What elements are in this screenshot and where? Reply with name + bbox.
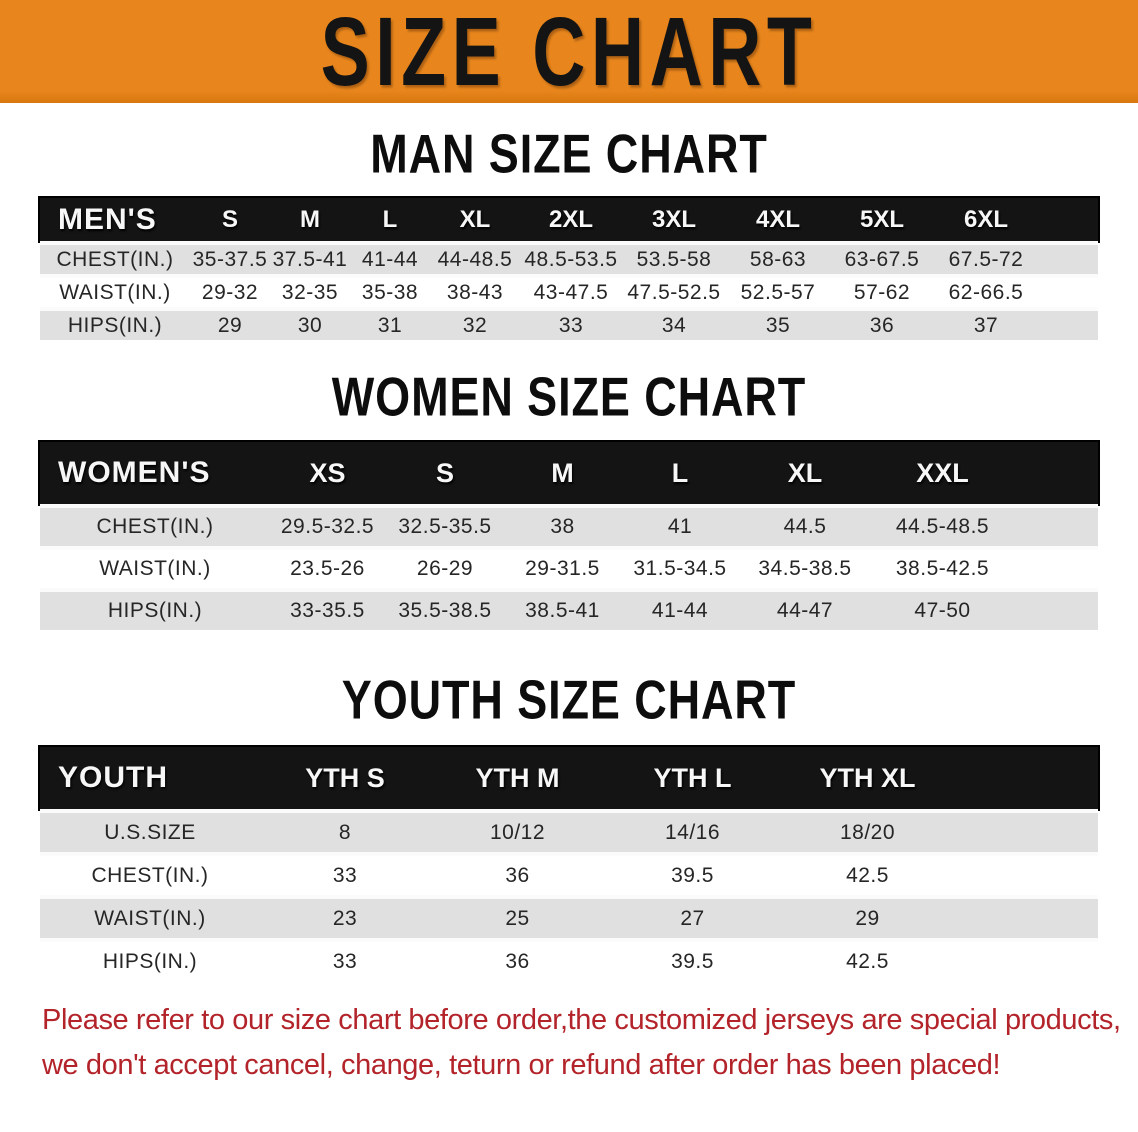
- cell-value: 34.5-38.5: [740, 546, 870, 588]
- cell-value: 32.5-35.5: [385, 504, 505, 546]
- cell-value: 44.5: [740, 504, 870, 546]
- cell-value: 37: [934, 307, 1038, 340]
- cell-value: 33-35.5: [270, 588, 385, 630]
- row-filler: [955, 938, 1098, 981]
- header-filler: [1015, 442, 1098, 504]
- cell-value: 38: [505, 504, 620, 546]
- cell-value: 39.5: [605, 938, 780, 981]
- column-header: M: [300, 205, 320, 233]
- column-header: L: [382, 205, 398, 233]
- cell-value: 38.5-41: [505, 588, 620, 630]
- men-table-group-label: MEN'S: [58, 202, 157, 236]
- cell-value: 58-63: [726, 241, 830, 274]
- row-filler: [1038, 274, 1098, 307]
- section-youth: [0, 669, 1138, 981]
- row-filler: [1015, 588, 1098, 630]
- cell-value: 44-47: [740, 588, 870, 630]
- cell-value: 38.5-42.5: [870, 546, 1015, 588]
- section-women: [0, 366, 1138, 630]
- table-row: [40, 852, 1098, 895]
- cell-value: 31: [350, 307, 430, 340]
- column-header: L: [671, 457, 689, 488]
- table-row: [40, 504, 1098, 546]
- column-header: YTH XL: [819, 762, 916, 793]
- men-section-heading: MAN SIZE CHART: [370, 123, 768, 185]
- women-table-group-label: WOMEN'S: [58, 456, 211, 489]
- cell-value: 35.5-38.5: [385, 588, 505, 630]
- column-header: 6XL: [963, 205, 1008, 233]
- cell-value: 35-37.5: [190, 241, 270, 274]
- column-header: YTH M: [475, 762, 560, 793]
- cell-value: 34: [622, 307, 726, 340]
- cell-value: 32: [430, 307, 520, 340]
- row-label: HIPS(IN.): [40, 307, 190, 340]
- column-header: XL: [787, 457, 823, 488]
- women-table-header-row: [40, 442, 1098, 504]
- row-label: HIPS(IN.): [40, 938, 260, 981]
- table-row: [40, 895, 1098, 938]
- cell-value: 33: [520, 307, 622, 340]
- cell-value: 48.5-53.5: [520, 241, 622, 274]
- size-chart-content: [0, 123, 1138, 1088]
- table-row: [40, 307, 1098, 340]
- cell-value: 29.5-32.5: [270, 504, 385, 546]
- table-row: [40, 938, 1098, 981]
- row-filler: [955, 809, 1098, 852]
- youth-table-group-label: YOUTH: [58, 761, 168, 794]
- table-row: [40, 588, 1098, 630]
- table-row: [40, 274, 1098, 307]
- row-filler: [1015, 504, 1098, 546]
- order-disclaimer: [42, 998, 1138, 1088]
- row-filler: [955, 895, 1098, 938]
- cell-value: 44-48.5: [430, 241, 520, 274]
- cell-value: 23.5-26: [270, 546, 385, 588]
- cell-value: 29-31.5: [505, 546, 620, 588]
- men-size-table: [40, 198, 1098, 340]
- row-filler: [955, 852, 1098, 895]
- cell-value: 57-62: [830, 274, 934, 307]
- column-header: XXL: [916, 457, 969, 488]
- cell-value: 29: [190, 307, 270, 340]
- size-chart-banner: [0, 0, 1138, 106]
- table-row: [40, 546, 1098, 588]
- cell-value: 42.5: [780, 938, 955, 981]
- table-row: [40, 241, 1098, 274]
- cell-value: 35: [726, 307, 830, 340]
- cell-value: 18/20: [780, 809, 955, 852]
- column-header: S: [221, 205, 238, 233]
- column-header: M: [551, 457, 574, 488]
- youth-section-heading: YOUTH SIZE CHART: [341, 669, 797, 731]
- cell-value: 8: [260, 809, 430, 852]
- cell-value: 62-66.5: [934, 274, 1038, 307]
- table-row: [40, 809, 1098, 852]
- disclaimer-line-2: we don't accept cancel, change, teturn or refund after order has been placed!: [42, 1049, 1001, 1081]
- cell-value: 36: [430, 852, 605, 895]
- cell-value: 63-67.5: [830, 241, 934, 274]
- cell-value: 33: [260, 852, 430, 895]
- cell-value: 32-35: [270, 274, 350, 307]
- column-header: 3XL: [651, 205, 696, 233]
- cell-value: 43-47.5: [520, 274, 622, 307]
- women-size-table: [40, 442, 1098, 630]
- row-label: CHEST(IN.): [40, 852, 260, 895]
- section-men: [0, 123, 1138, 340]
- women-section-heading: WOMEN SIZE CHART: [331, 366, 807, 428]
- cell-value: 25: [430, 895, 605, 938]
- cell-value: 42.5: [780, 852, 955, 895]
- youth-table-header-row: [40, 747, 1098, 809]
- cell-value: 47.5-52.5: [622, 274, 726, 307]
- cell-value: 36: [830, 307, 934, 340]
- row-label: WAIST(IN.): [40, 274, 190, 307]
- cell-value: 37.5-41: [270, 241, 350, 274]
- cell-value: 29: [780, 895, 955, 938]
- cell-value: 47-50: [870, 588, 1015, 630]
- youth-size-table: [40, 747, 1098, 981]
- row-filler: [1038, 307, 1098, 340]
- cell-value: 35-38: [350, 274, 430, 307]
- column-header: S: [435, 457, 454, 488]
- cell-value: 41-44: [620, 588, 740, 630]
- row-label: CHEST(IN.): [40, 241, 190, 274]
- cell-value: 39.5: [605, 852, 780, 895]
- column-header: YTH L: [653, 762, 732, 793]
- cell-value: 52.5-57: [726, 274, 830, 307]
- row-filler: [1015, 546, 1098, 588]
- cell-value: 26-29: [385, 546, 505, 588]
- row-label: HIPS(IN.): [40, 588, 270, 630]
- column-header: YTH S: [305, 762, 385, 793]
- men-table-header-row: [40, 198, 1098, 241]
- column-header: 2XL: [548, 205, 593, 233]
- cell-value: 41: [620, 504, 740, 546]
- cell-value: 14/16: [605, 809, 780, 852]
- cell-value: 31.5-34.5: [620, 546, 740, 588]
- header-filler: [1038, 198, 1098, 241]
- row-label: U.S.SIZE: [40, 809, 260, 852]
- row-label: WAIST(IN.): [40, 546, 270, 588]
- row-filler: [1038, 241, 1098, 274]
- row-label: CHEST(IN.): [40, 504, 270, 546]
- cell-value: 36: [430, 938, 605, 981]
- banner-title: SIZE CHART: [320, 0, 818, 106]
- cell-value: 10/12: [430, 809, 605, 852]
- cell-value: 44.5-48.5: [870, 504, 1015, 546]
- cell-value: 23: [260, 895, 430, 938]
- cell-value: 27: [605, 895, 780, 938]
- column-header: XL: [459, 205, 491, 233]
- disclaimer-line-1: Please refer to our size chart before order,the customized jerseys are special products,: [42, 1004, 1121, 1036]
- column-header: 5XL: [859, 205, 904, 233]
- cell-value: 33: [260, 938, 430, 981]
- header-filler: [955, 747, 1098, 809]
- cell-value: 38-43: [430, 274, 520, 307]
- cell-value: 41-44: [350, 241, 430, 274]
- column-header: 4XL: [755, 205, 800, 233]
- cell-value: 53.5-58: [622, 241, 726, 274]
- cell-value: 29-32: [190, 274, 270, 307]
- cell-value: 67.5-72: [934, 241, 1038, 274]
- row-label: WAIST(IN.): [40, 895, 260, 938]
- column-header: XS: [309, 457, 346, 488]
- cell-value: 30: [270, 307, 350, 340]
